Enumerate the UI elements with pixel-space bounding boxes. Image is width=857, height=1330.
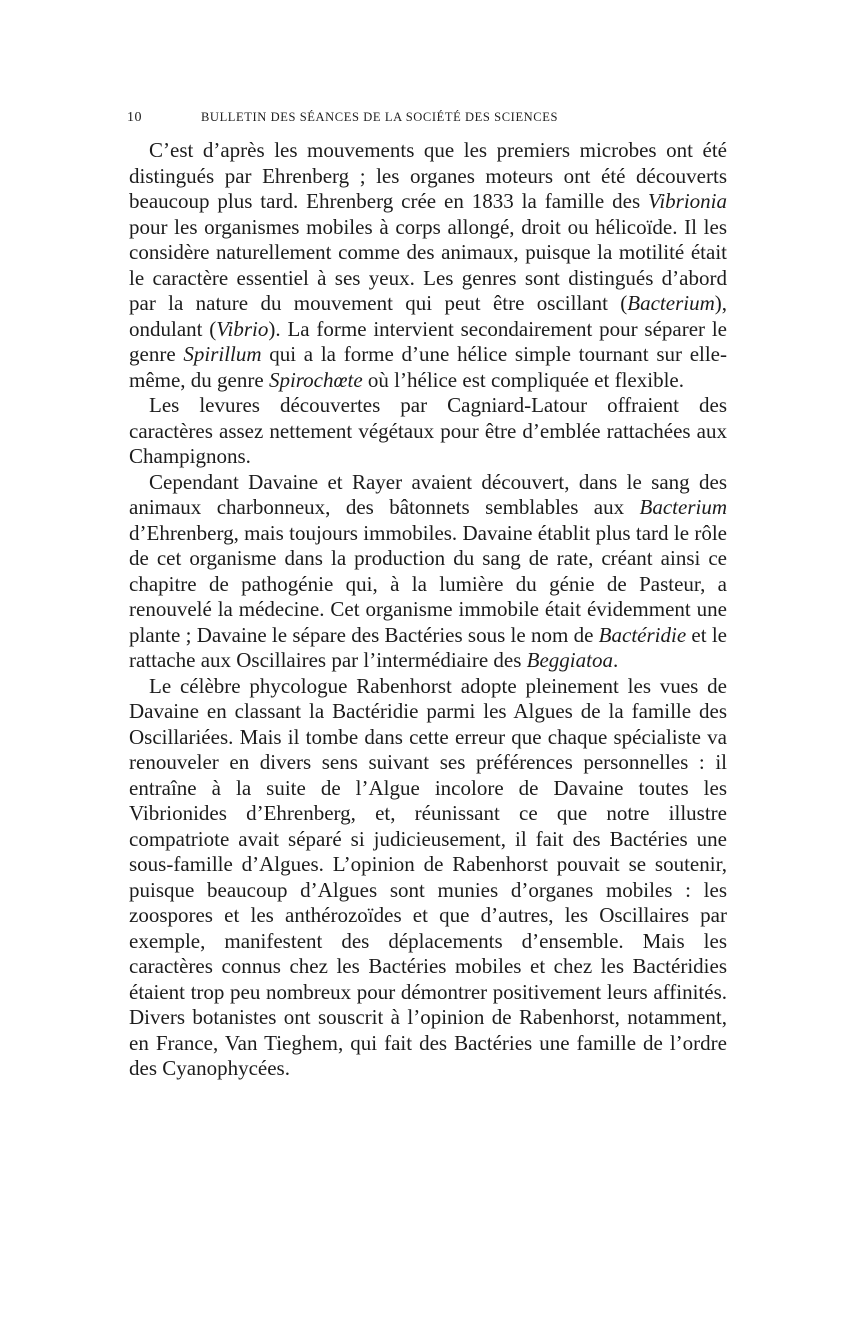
text-run: où l’hélice est compliquée et flexible. (362, 367, 684, 392)
text-run: et le rattache aux Oscillaires par l’intermédiaire des (129, 622, 727, 672)
text-run: ), ondulant ( (129, 291, 727, 341)
body-text (129, 138, 727, 1082)
italic-term: Spirillum (183, 342, 262, 366)
text-run: C’est d’après les mouvements que les premiers microbes ont été distingués par Ehrenberg ; les organes moteurs ont été découverts beaucoup plus tard. Ehrenberg crée en 1833 la famille des (129, 138, 727, 213)
text-run: Cependant Davaine et Rayer avaient découvert, dans le sang des animaux charbonneux, des bâtonnets semblables aux (129, 469, 727, 519)
italic-term: Vibrio (216, 316, 269, 341)
text-run: Les levures découvertes par Cagniard-Latour offraient des caractères assez nettement végétaux pour être d’emblée rattachées aux Champignons. (129, 393, 727, 468)
italic-term: Spirochœte (268, 367, 363, 392)
italic-term: Beggiatoa (526, 648, 613, 672)
text-run: pour les organismes mobiles à corps allongé, droit ou hélicoïde. Il les considère naturellement comme des animaux, puisque la motilité était le caractère essentiel à ses yeux. Les genres sont distingués d’abord par la nature du mouvement qui peut être oscillant ( (129, 214, 727, 315)
page-number: 10 (127, 110, 142, 125)
text-run: Le célèbre phycologue Rabenhorst adopte pleinement les vues de Davaine en classant la Bactéridie parmi les Algues de la famille des Oscillariées. Mais il tombe dans cette erreur que chaque spécialiste va renouveler en divers sens suivant ses préférences personnelles : il entraîne à la suite de l’Algue incolore de Davaine toutes les Vibrionides d’Ehrenberg, et, réunissant ce que notre illustre compatriote avait séparé si judicieusement, il fait des Bactéries une sous-famille d’Algues. L’opinion de Rabenhorst pouvait se soutenir, puisque beaucoup d’Algues sont munies d’organes mobiles : les zoospores et les anthérozoïdes et que d’autres, les Oscillaires par exemple, manifestent des déplacements d’ensemble. Mais les caractères connus chez les Bactéries mobiles et chez les Bactéridies étaient trop peu nombreux pour démontrer positivement leurs affinités. Divers botanistes ont souscrit à l’opinion de Rabenhorst, notamment, en France, Van Tieghem, qui fait des Bactéries une famille de l’ordre des Cyanophycées. (129, 673, 727, 1080)
paragraph (129, 674, 727, 1082)
italic-term: Bactéridie (598, 622, 687, 647)
paragraph (129, 470, 727, 674)
header-title: BULLETIN DES SÉANCES DE LA SOCIÉTÉ DES SCIENCES (201, 110, 559, 124)
paragraph (129, 393, 727, 470)
text-run: qui a la forme d’une hélice simple tournant sur elle-même, du genre (129, 342, 727, 392)
running-header (127, 110, 727, 130)
text-run: ). La forme intervient secondairement pour séparer le genre (129, 316, 727, 366)
italic-term: Bacterium (627, 291, 715, 315)
italic-term: Bacterium (639, 495, 727, 519)
text-run: d’Ehrenberg, mais toujours immobiles. Davaine établit plus tard le rôle de cet organisme dans la production du sang de rate, créant ainsi ce chapitre de pathogénie qui, à la lumière du génie de Pasteur, a renouvelé la médecine. Cet organisme immobile était évidemment une plante ; Davaine le sépare des Bactéries sous le nom de (129, 520, 727, 647)
italic-term: Vibrionia (648, 189, 727, 213)
text-run: . (612, 648, 619, 672)
paragraph (129, 138, 727, 393)
